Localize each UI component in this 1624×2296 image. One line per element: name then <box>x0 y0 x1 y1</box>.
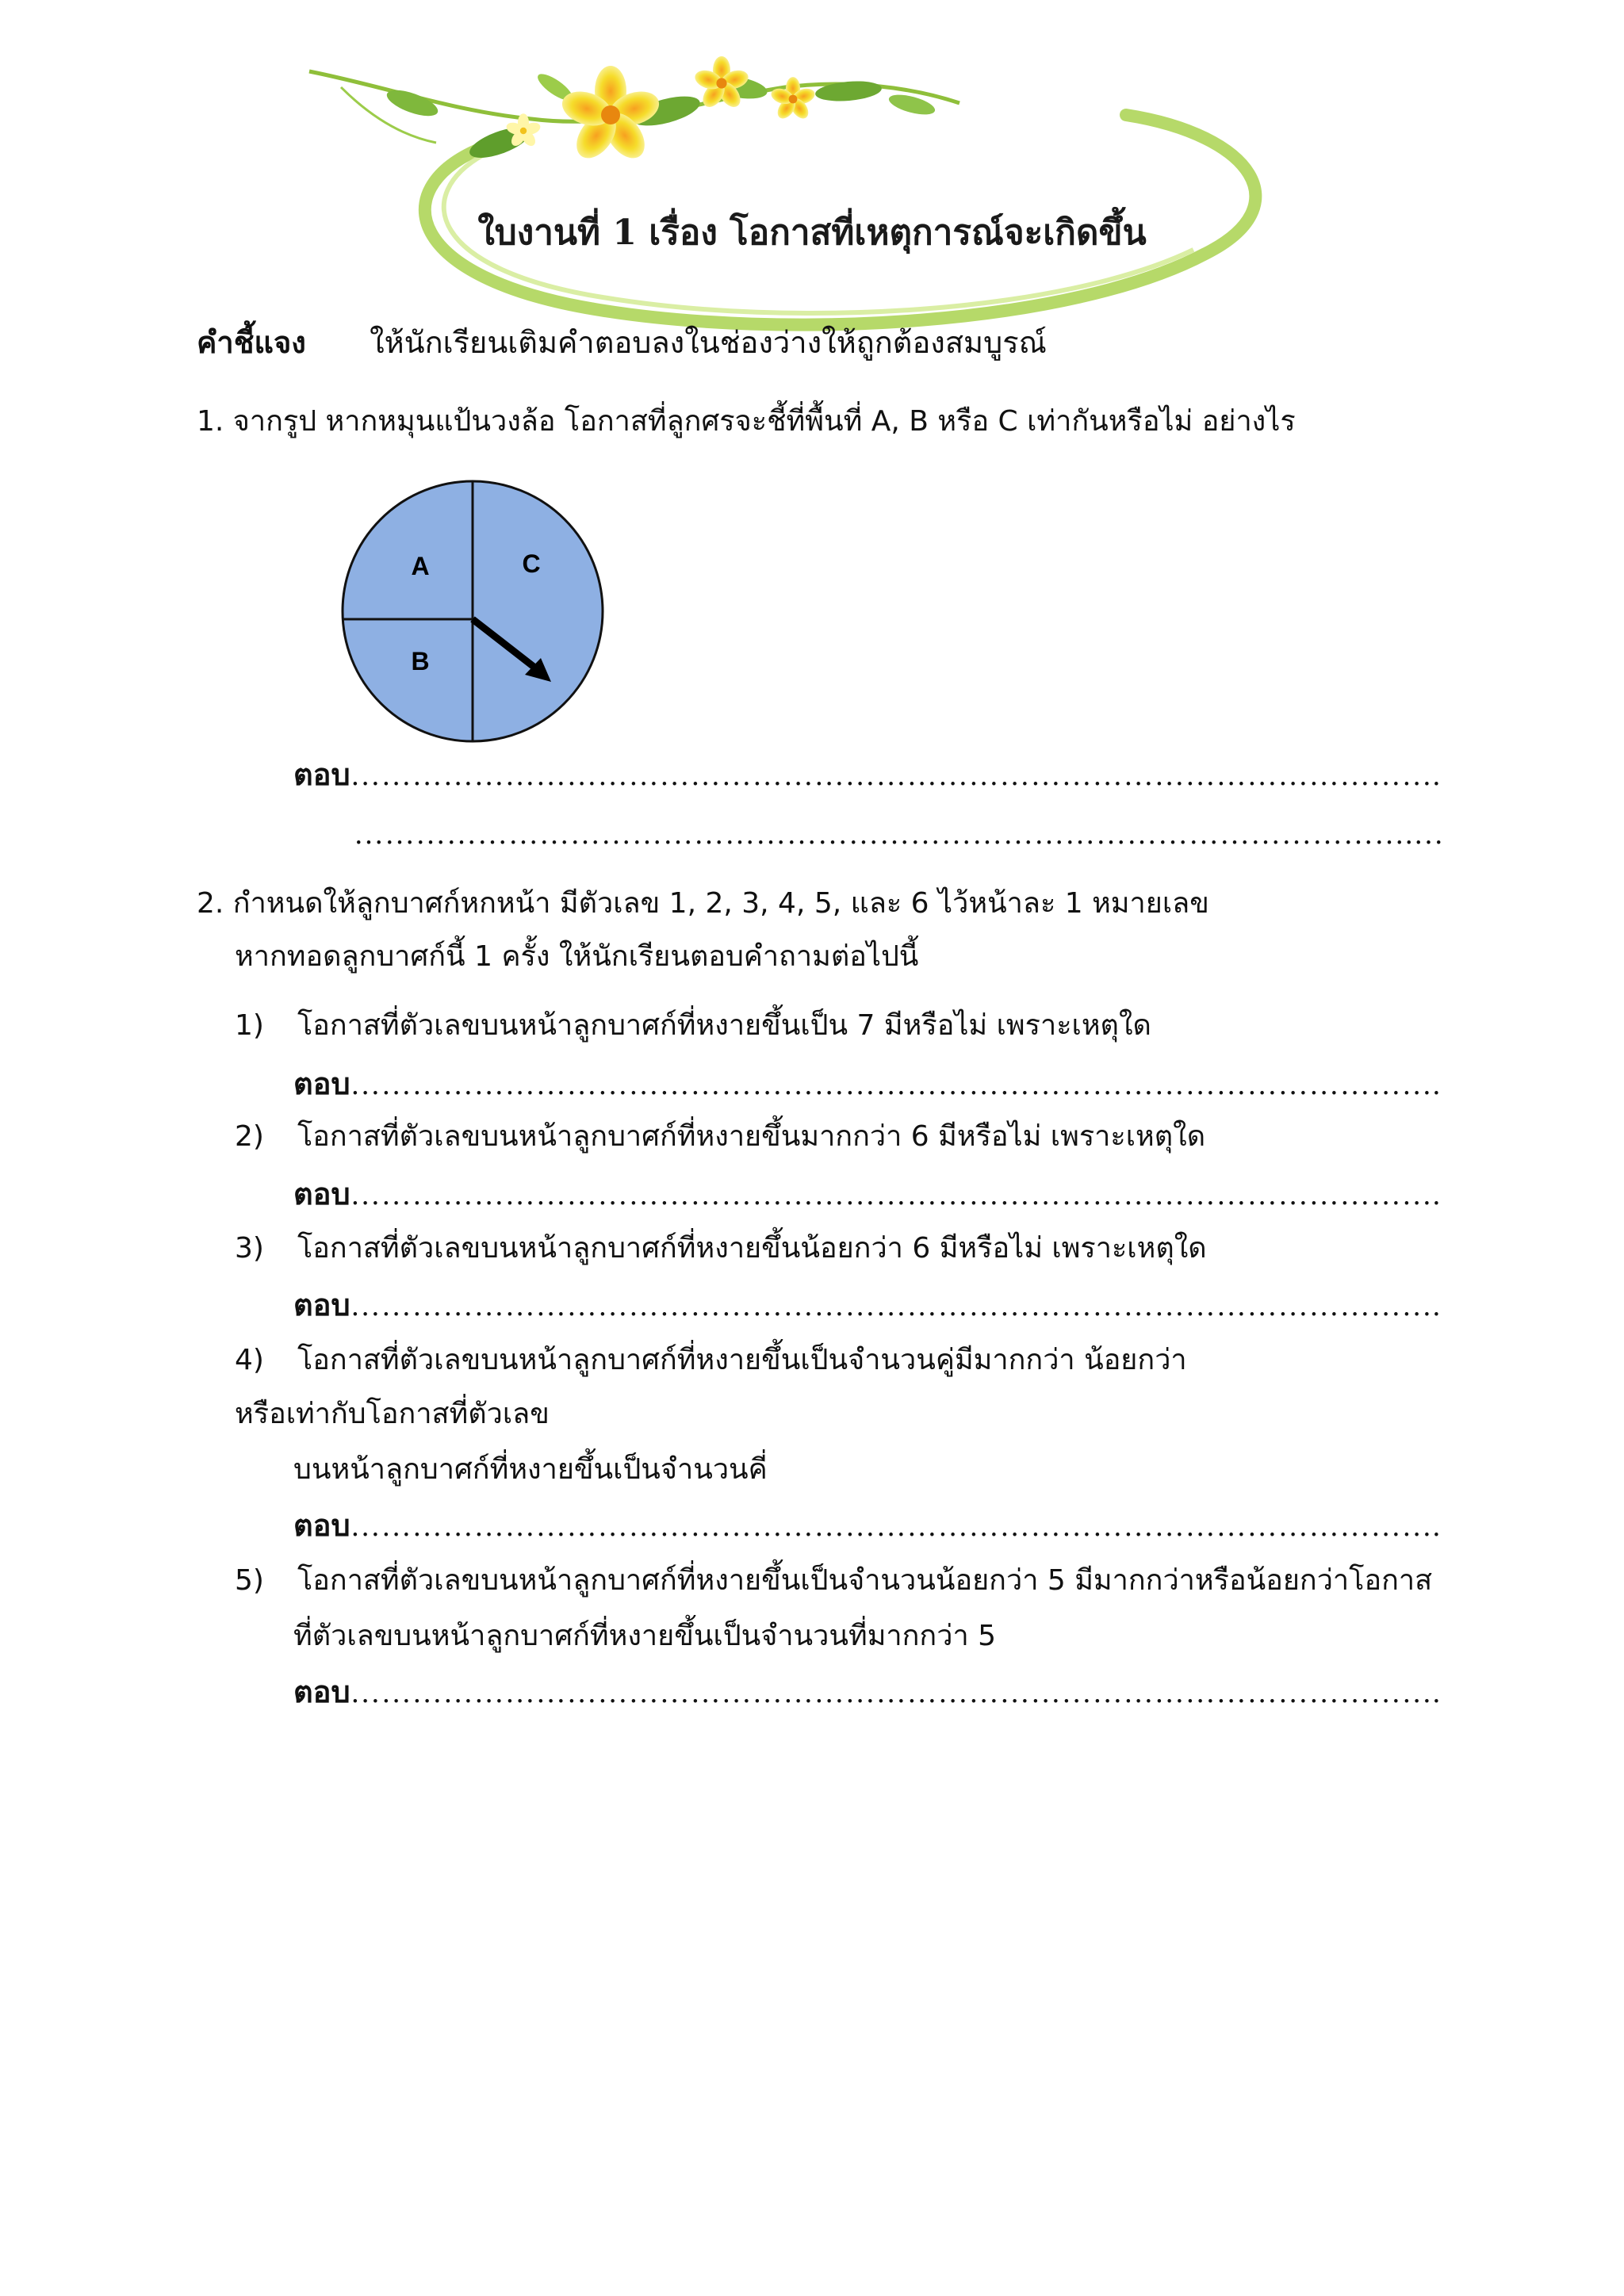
subitem-4-answer-label: ตอบ <box>293 1510 350 1543</box>
page-title: ใบงานที่ 1 เรื่อง โอกาสที่เหตุการณ์จะเกิดขึ้น <box>477 212 1147 253</box>
subitem-1-answer-label: ตอบ <box>293 1068 350 1101</box>
subitem-4-text-line-2: หรือเท่ากับโอกาสที่ตัวเลข <box>235 1398 550 1430</box>
subitem-4-answer-line[interactable]: ……………………………………………………………………………………………. <box>350 1510 1442 1543</box>
answer-1-label: ตอบ <box>293 759 350 792</box>
subitem-2-answer-label: ตอบ <box>293 1178 350 1211</box>
answer-1-line[interactable]: ……………………………………………………………………………………………. <box>350 759 1442 792</box>
subitem-5-answer-label: ตอบ <box>293 1676 350 1709</box>
subitem-4-text-line-3: บนหน้าลูกบาศก์ที่หงายขึ้นเป็นจำนวนคี่ <box>293 1453 768 1486</box>
header-decoration <box>293 55 1277 333</box>
spinner-label-b: B <box>411 647 430 675</box>
subitem-3-number: 3) <box>235 1232 264 1265</box>
question-2-text: 2. กำหนดให้ลูกบาศก์หกหน้า มีตัวเลข 1, 2, 3, 4, 5, และ 6 ไว้หน้าละ 1 หมายเลข <box>197 887 1209 920</box>
instructions-text: ให้นักเรียนเติมคำตอบลงในช่องว่างให้ถูกต้องสมบูรณ์ <box>370 325 1047 360</box>
subitem-5-number: 5) <box>235 1564 264 1597</box>
subitem-1-number: 1) <box>235 1009 264 1042</box>
flower-icon <box>557 66 663 166</box>
subitem-2-text: โอกาสที่ตัวเลขบนหน้าลูกบาศก์ที่หงายขึ้นมากกว่า 6 มีหรือไม่ เพราะเหตุใด <box>297 1120 1206 1153</box>
subitem-5-text: โอกาสที่ตัวเลขบนหน้าลูกบาศก์ที่หงายขึ้นเป็นจำนวนน้อยกว่า 5 มีมากกว่าหรือน้อยกว่าโอกาส <box>297 1564 1433 1597</box>
question-1-text: 1. จากรูป หากหมุนแป้นวงล้อ โอกาสที่ลูกศรจะชี้ที่พื้นที่ A, B หรือ C เท่ากันหรือไม่ อย่างไร <box>197 405 1296 438</box>
subitem-5-answer-line[interactable]: ……………………………………………………………………………………………. <box>350 1676 1442 1709</box>
subitem-3-answer-line[interactable]: ……………………………………………………………………………………………. <box>350 1289 1442 1322</box>
instructions-label: คำชี้แจง <box>197 325 306 360</box>
subitem-3-text: โอกาสที่ตัวเลขบนหน้าลูกบาศก์ที่หงายขึ้นน้อยกว่า 6 มีหรือไม่ เพราะเหตุใด <box>297 1232 1207 1265</box>
question-2-text-line-2: หากทอดลูกบาศก์นี้ 1 ครั้ง ให้นักเรียนตอบคำถามต่อไปนี้ <box>235 940 919 973</box>
subitem-1-text: โอกาสที่ตัวเลขบนหน้าลูกบาศก์ที่หงายขึ้นเป็น 7 มีหรือไม่ เพราะเหตุใด <box>297 1009 1151 1042</box>
subitem-2-number: 2) <box>235 1120 264 1153</box>
answer-1-line-2[interactable]: ………………………………………………………………………………………….… <box>354 817 1445 851</box>
spinner-label-a: A <box>411 552 430 580</box>
subitem-4-text: โอกาสที่ตัวเลขบนหน้าลูกบาศก์ที่หงายขึ้นเป็นจำนวนคู่มีมากกว่า น้อยกว่า <box>297 1344 1187 1376</box>
subitem-1-answer-line[interactable]: ……………………………………………………………………………………………. <box>350 1068 1442 1101</box>
spinner-label-c: C <box>522 549 541 578</box>
subitem-5-text-line-2: ที่ตัวเลขบนหน้าลูกบาศก์ที่หงายขึ้นเป็นจำนวนที่มากกว่า 5 <box>293 1620 997 1652</box>
subitem-3-answer-label: ตอบ <box>293 1289 350 1322</box>
subitem-4-number: 4) <box>235 1344 264 1376</box>
subitem-2-answer-line[interactable]: ……………………………………………………………………………………………. <box>350 1178 1442 1211</box>
spinner-diagram <box>341 480 611 749</box>
